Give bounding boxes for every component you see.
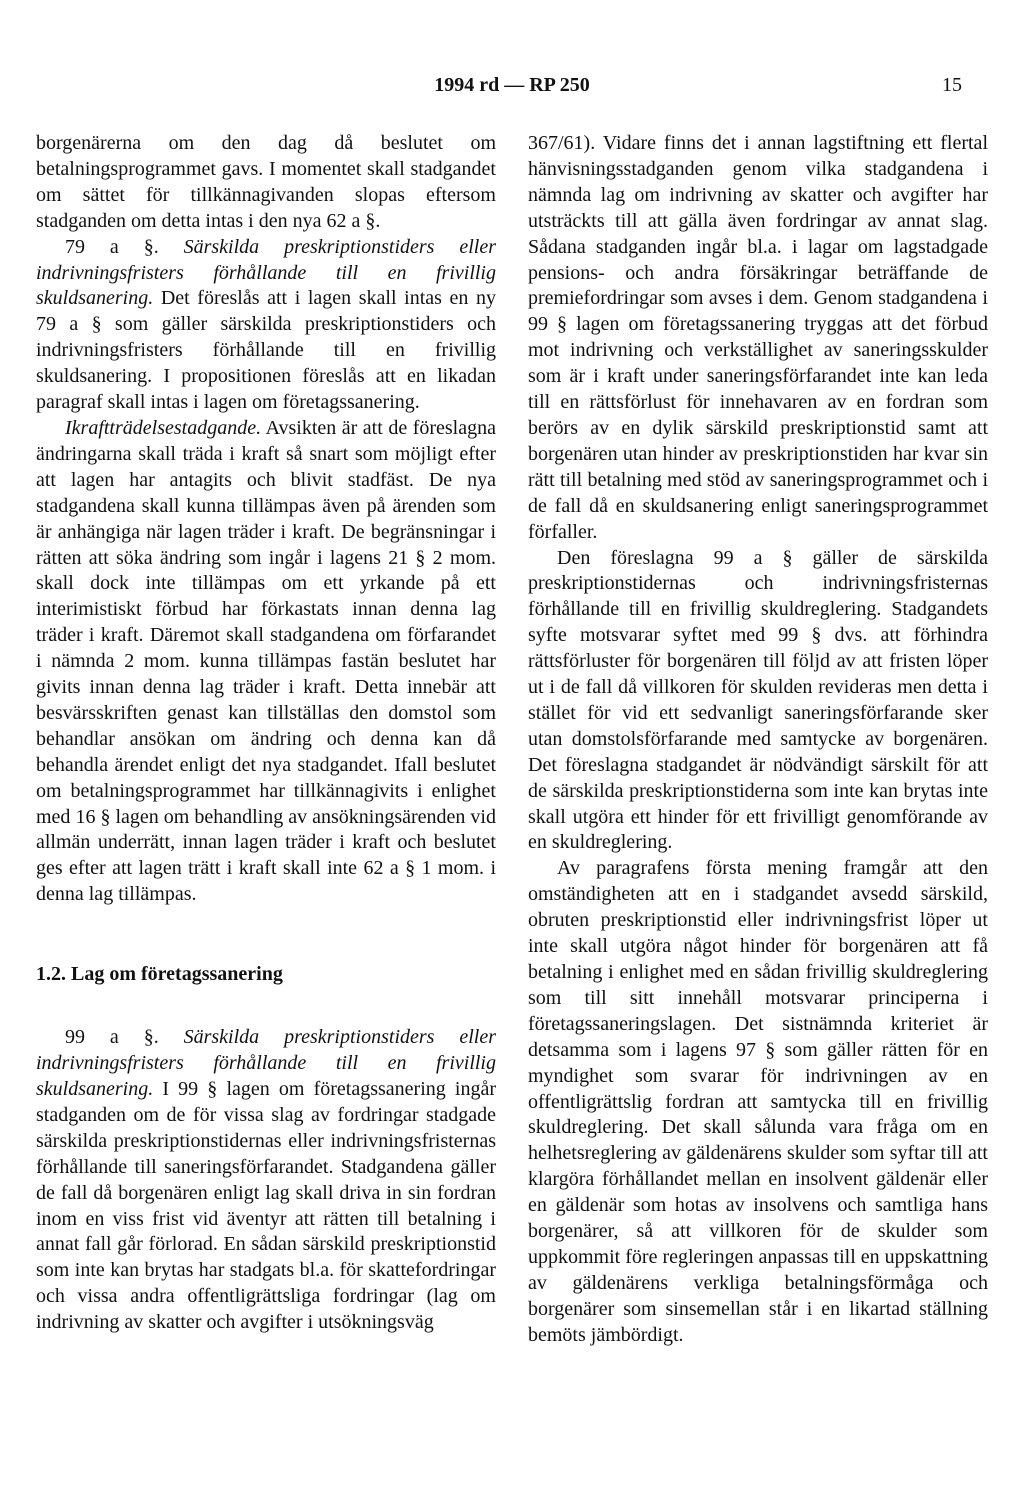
paragraph: Den föreslagna 99 a § gäller de särskilda preskriptionstidernas och indrivningsfristernas förhållande till en frivillig skuldreglering. Stadgandets syfte motsvarar syftet med 99 § dvs. att förhindra rättsförluster för borgenären till följd av att fristen löper ut i de fall då villkoren för skulden revideras men detta i stället för vid ett sedvanligt saneringsförfarande sker utan domstolsförfarande med samtycke av borgenären. Det föreslagna stadgandet är nödvändigt särskilt för att de särskilda preskriptionstiderna som inte kan brytas inte skall utgöra ett hinder för ett frivilligt genomförande av en skuldreglering. bbox=[528, 546, 988, 854]
section-ref: 79 a §. bbox=[65, 235, 159, 258]
paragraph: borgenärerna om den dag då beslutet om betalningsprogrammet gavs. I momentet skall stadgandet om sättet för tillkännagivanden slopas eftersom stadganden om detta intas i den nya 62 a §. bbox=[36, 132, 496, 232]
paragraph: 367/61). Vidare finns det i annan lagstiftning ett flertal hänvisningsstadganden genom vilka stadgandena i nämnda lag om indrivning av skatter och avgifter har utsträckts till att gälla även fordringar av annat slag. Sådana stadganden ingår bl.a. i lagar om lagstadgade pensions- och andra försäkringar beträffande de premiefordringar som avses i dem. Genom stadgandena i 99 § lagen om företagssanering tryggas att det förbud mot indrivning och verkställighet av saneringsskulder som är i kraft under saneringsförfarandet inte kan leda till en rättsförlust för innehavaren av en fordran som berörs av en dylik särskild preskriptionstid samt att borgenären utan hinder av preskriptionstiden har kvar sin rätt till betalning med stöd av saneringsprogrammet och i de fall då en skuldsanering enligt saneringsprogrammet förfaller. bbox=[528, 132, 988, 543]
section-79a-paragraph bbox=[36, 235, 496, 416]
section-body: Avsikten är att de föreslagna ändringarna skall träda i kraft så snart som möjligt efter att lagen har antagits och blivit stadfäst. De nya stadgandena skall kunna tillämpas även på ärenden som är anhängiga när lagen träder i kraft. De begränsningar i rätten att söka ändring som ingår i lagens 21 § 2 mom. skall dock inte tillämpas om ett yrkande på ett interimistiskt förbud har förkastats innan denna lag träder i kraft. Däremot skall stadgandena om förfarandet i nämnda 2 mom. kunna tillämpas fastän beslutet har givits innan denna lag träder i kraft. Detta innebär att besvärsskriften genast kan tillställas den domstol som behandlar ansökan om ändring och denna kan då behandla ärendet enligt det nya stadgandet. Ifall beslutet om betalningsprogrammet har tillkännagivits i enlighet med 16 § lagen om behandling av ansökningsärenden vid allmän underrätt, innan lagen träder i kraft och beslutet ges efter att lagen trätt i kraft skall inte 62 a § 1 mom. i denna lag tillämpas. bbox=[36, 416, 496, 906]
section-body: Det föreslås att i lagen skall intas en ny 79 a § som gäller särskilda preskriptionstiders och indrivningsfristers förhållande till en frivillig skuldsanering. I propositionen föreslås att en likadan paragraf skall intas i lagen om företagssanering. bbox=[36, 287, 497, 414]
right-column bbox=[528, 131, 988, 1349]
section-title: Ikraftträdelsestadgande. bbox=[65, 416, 262, 439]
running-title: 1994 rd — RP 250 bbox=[434, 74, 590, 96]
section-body: I 99 § lagen om företagssanering ingår stadganden om de för vissa slag av fordringar stadgade särskilda preskriptionstidernas eller indrivningsfristernas förhållande till saneringsförfarandet. Stadgandena gäller de fall då borgenären enligt lag skall driva in sin fordran inom en viss frist vid äventyr att rätten till betalning i annat fall går förlorad. En sådan särskild preskriptionstid som inte kan brytas har stadgats bl.a. för skattefordringar och vissa andra offentligrättsliga fordringar (lag om indrivning av skatter och avgifter i utsökningsväg bbox=[36, 1078, 496, 1334]
entry-into-force-paragraph bbox=[36, 416, 496, 908]
section-title: Särskilda preskriptionstiders eller indrivningsfristers förhållande till en frivillig skuldsanering. bbox=[36, 235, 496, 310]
section-99a-paragraph bbox=[36, 1025, 496, 1336]
section-ref: 99 a §. bbox=[65, 1026, 159, 1049]
paragraph: Av paragrafens första mening framgår att den omständigheten att en i stadgandet avsedd särskild, obruten preskriptionstid eller indrivningsfrist löper ut inte skall utgöra något hinder för borgenären att få betalning i enlighet med en sådan frivillig skuldreglering som till sitt innehåll motsvarar principerna i företagssaneringslagen. Det sistnämnda kriteriet är detsamma som i lagens 97 § som gäller rätten för en myndighet som svarar för indrivningen av en offentligrättslig fordran att samtycka till en frivillig skuldreglering. Det skall sålunda vara fråga om en helhetsreglering av gäldenärens skulder som syftar till att klargöra förhållandet mellan en insolvent gäldenär eller en gäldenär som hotas av insolvens och samtliga hans borgenärer, så att villkoren för de skulder som uppkommit före regleringen anpassas till en uppskattning av gäldenärens verkliga betalningsförmåga och borgenärer som sinsemellan står i en likartad ställning bemöts jämbördigt. bbox=[528, 857, 988, 1346]
page-number: 15 bbox=[942, 74, 962, 96]
left-column bbox=[36, 131, 496, 1336]
section-heading: 1.2. Lag om företagssanering bbox=[36, 963, 283, 986]
page-header bbox=[0, 74, 1024, 104]
section-title: Särskilda preskriptionstiders eller indrivningsfristers förhållande till en frivillig skuldsanering. bbox=[36, 1026, 496, 1100]
